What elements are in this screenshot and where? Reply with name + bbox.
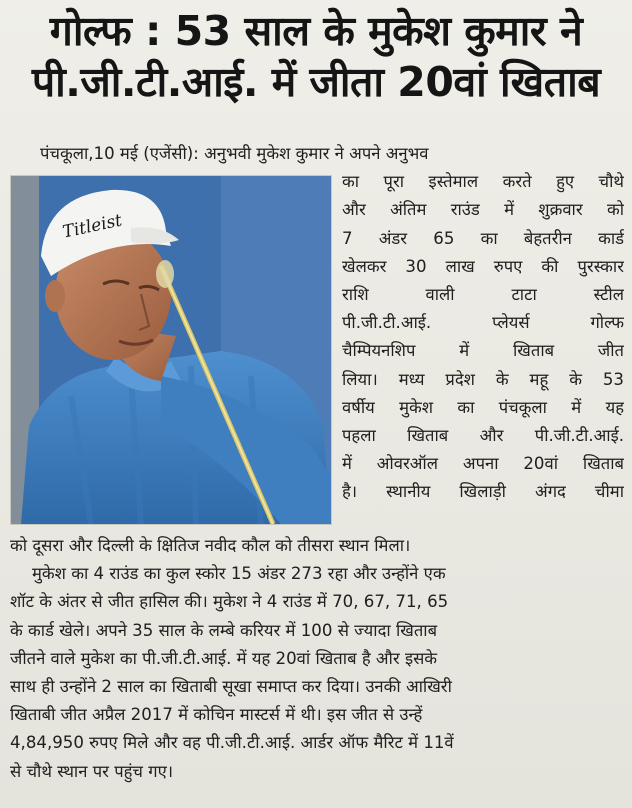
golfer-photo bbox=[10, 175, 332, 525]
article-line: 4,84,950 रुपए मिले और वह पी.जी.टी.आई. आर्डर ऑफ मैरिट में 11वें bbox=[10, 733, 454, 753]
paragraph-start-line: मुकेश का 4 राउंड का कुल स्कोर 15 अंडर 273 रहा और उन्होंने एक bbox=[32, 564, 446, 584]
article-line: पी.जी.टी.आई. प्लेयर्स गोल्फ bbox=[342, 313, 624, 333]
article-line: 7 अंडर 65 का बेहतरीन कार्ड bbox=[342, 228, 624, 248]
article-line: राशि वाली टाटा स्टील bbox=[342, 284, 624, 304]
golfer-illustration bbox=[11, 176, 331, 524]
article-line: से चौथे स्थान पर पहुंच गए। bbox=[10, 761, 174, 781]
article-line: को दूसरा और दिल्ली के क्षितिज नवीद कौल को तीसरा स्थान मिला। bbox=[10, 536, 411, 555]
article-line: खेलकर 30 लाख रुपए की पुरस्कार bbox=[342, 256, 624, 276]
article-line: पहला खिताब और पी.जी.टी.आई. bbox=[342, 425, 624, 445]
article-line: खिताबी जीत अप्रैल 2017 में कोचिन मास्टर्स में थी। इस जीत से उन्हें bbox=[10, 705, 423, 725]
article-line: में ओवरऑल अपना 20वां खिताब bbox=[342, 454, 624, 474]
headline-line-1: गोल्फ : 53 साल के मुकेश कुमार ने bbox=[49, 7, 583, 55]
dateline-line: पंचकूला,10 मई (एजेंसी): अनुभवी मुकेश कुमार ने अपने अनुभव bbox=[40, 144, 429, 163]
article-line: जीतने वाले मुकेश का पी.जी.टी.आई. में यह 20वां खिताब है और इसके bbox=[10, 648, 438, 668]
article-line: का पूरा इस्तेमाल करते हुए चौथे bbox=[342, 172, 624, 192]
cap-logo: Titleist bbox=[60, 210, 124, 243]
article-line: चैम्पियनशिप में खिताब जीत bbox=[342, 341, 624, 361]
article-line: और अंतिम राउंड में शुक्रवार को bbox=[342, 200, 624, 220]
article-line: वर्षीय मुकेश का पंचकूला में यह bbox=[342, 397, 624, 417]
article-line: साथ ही उन्होंने 2 साल का खिताबी सूखा समाप्त कर दिया। उनकी आखिरी bbox=[10, 676, 452, 696]
article-line: है। स्थानीय खिलाड़ी अंगद चीमा bbox=[342, 482, 624, 502]
article-line: शॉट के अंतर से जीत हासिल की। मुकेश ने 4 राउंड में 70, 67, 71, 65 bbox=[10, 592, 449, 612]
headline bbox=[8, 6, 624, 108]
article-body bbox=[10, 532, 624, 786]
article-line: के कार्ड खेले। अपने 35 साल के लम्बे करियर में 100 से ज्यादा खिताब bbox=[10, 620, 438, 640]
article-line: लिया। मध्य प्रदेश के महू के 53 bbox=[342, 369, 624, 389]
headline-line-2: पी.जी.टी.आई. में जीता 20वां खिताब bbox=[31, 58, 601, 106]
